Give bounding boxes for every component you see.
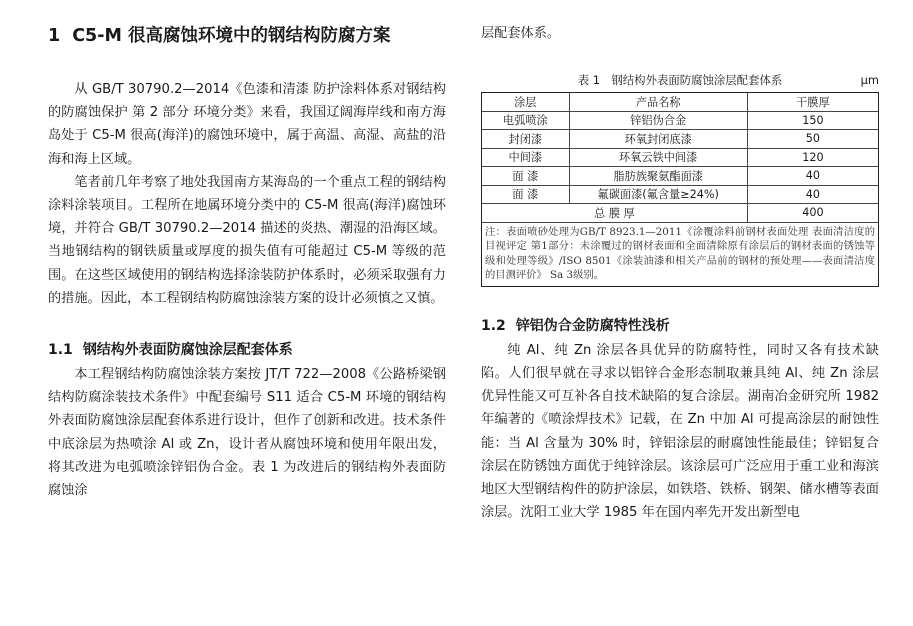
- table-header-cell: 干膜厚: [747, 93, 878, 111]
- coating-table-grid: [482, 93, 878, 223]
- right-column: [481, 22, 879, 525]
- table-caption: [481, 70, 879, 90]
- table-unit: μm: [860, 73, 879, 87]
- table-row: [482, 185, 878, 204]
- section-heading-1: [48, 22, 446, 50]
- table-cell: 150: [747, 111, 878, 130]
- table-header-cell: 产品名称: [569, 93, 747, 111]
- coating-table: [481, 92, 879, 287]
- body-paragraph-2: 笔者前几年考察了地处我国南方某海岛的一个重点工程的钢结构涂料涂装项目。工程所在地属环境分类中的 C5-M 很高(海洋)腐蚀环境，并符合 GB/T 30790.2—2014 描述的炎热、潮湿的沿海区域。当地钢结构的钢铁质量或厚度的损失值有可能超过 C5-M 等级的范围。在这些区域使用的钢结构选择涂装防护体系时，必须采取强有力的措施。因此，本工程钢结构防腐蚀涂装方案的设计必须慎之又慎。: [48, 174, 446, 306]
- table-header-row: [482, 93, 878, 111]
- table-cell: 40: [747, 185, 878, 204]
- table-cell: 锌铝伪合金: [569, 111, 747, 130]
- table-cell: 环氧封闭底漆: [569, 130, 747, 149]
- table-note: 注：表面喷砂处理为GB/T 8923.1—2011《涂覆涂料前钢材表面处理 表面清洁度的目视评定 第1部分：未涂覆过的钢材表面和全面清除原有涂层后的钢材表面的锈蚀等级和处理等级》/ISO 8501《涂装油漆和相关产品前的钢材的预处理——表面清洁度的目测评价》 Sa 3级别。: [485, 225, 875, 282]
- table-cell: 脂肪族聚氨酯面漆: [569, 167, 747, 186]
- table-cell: 120: [747, 148, 878, 167]
- table-row: [482, 130, 878, 149]
- subsection-number: 1.2: [481, 317, 506, 334]
- table-row: [482, 111, 878, 130]
- table-cell: 40: [747, 167, 878, 186]
- table-cell: 面 漆: [482, 167, 569, 186]
- table-total-label: 总 膜 厚: [482, 204, 747, 223]
- body-paragraph-1: 从 GB/T 30790.2—2014《色漆和清漆 防护涂料体系对钢结构的防腐蚀保护 第 2 部分 环境分类》来看，我国辽阔海岸线和南方海岛处于 C5-M 很高(海洋)的腐蚀环境中，属于高温、高湿、高盐的沿海和海上区域。: [48, 82, 446, 167]
- table-cell: 封闭漆: [482, 130, 569, 149]
- table-cell: 50: [747, 130, 878, 149]
- section-title: C5-M 很高腐蚀环境中的钢结构防腐方案: [72, 26, 391, 46]
- body-paragraph-3: 本工程钢结构防腐蚀涂装方案按 JT/T 722—2008《公路桥梁钢结构防腐涂装技术条件》中配套编号 S11 适合 C5-M 环境的钢结构外表面防腐蚀涂层配套体系进行设计，但作了创新和改进。技术条件中底涂层为热喷涂 Al 或 Zn，设计者从腐蚀环境和使用年限出发，将其改进为电弧喷涂锌铝伪合金。表 1 为改进后的钢结构外表面防腐蚀涂: [48, 367, 446, 499]
- subsection-number: 1.1: [48, 342, 73, 359]
- subsection-heading-1-1: [48, 337, 446, 363]
- table-cell: 中间漆: [482, 148, 569, 167]
- section-number: 1: [48, 26, 61, 46]
- subsection-heading-1-2: [481, 313, 879, 339]
- table-row: [482, 167, 878, 186]
- table-caption-text: 表 1 钢结构外表面防腐蚀涂层配套体系: [577, 73, 783, 87]
- continued-text: 层配套体系。: [481, 26, 561, 41]
- table-cell: 面 漆: [482, 185, 569, 204]
- table-row: [482, 148, 878, 167]
- table-cell: 电弧喷涂: [482, 111, 569, 130]
- left-column: [48, 22, 446, 502]
- table-header-cell: 涂层: [482, 93, 569, 111]
- table-total-row: [482, 204, 878, 223]
- body-paragraph-4: 纯 Al、纯 Zn 涂层各具优异的防腐特性，同时又各有技术缺陷。人们很早就在寻求以铝锌合金形态制取兼具纯 Al、纯 Zn 涂层优异性能又可互补各自技术缺陷的复合涂层。湖南冶金研究所 1982 年编著的《喷涂焊技术》记载，在 Zn 中加 Al 可提高涂层的耐蚀性能：当 Al 含量为 30% 时，锌铝涂层的耐腐蚀性能最佳；锌铝复合涂层在防锈蚀方面优于纯锌涂层。该涂层可广泛应用于重工业和海滨地区大型钢结构件的防护涂层，如铁塔、铁桥、钢架、储水槽等表面涂层。沈阳工业大学 1985 年在国内率先开发出新型电: [481, 342, 879, 521]
- subsection-title: 锌铝伪合金防腐特性浅析: [515, 317, 670, 334]
- table-cell: 氟碳面漆(氟含量≥24%): [569, 185, 747, 204]
- table-total-value: 400: [747, 204, 878, 223]
- table-cell: 环氧云铁中间漆: [569, 148, 747, 167]
- subsection-title: 钢结构外表面防腐蚀涂层配套体系: [82, 342, 293, 359]
